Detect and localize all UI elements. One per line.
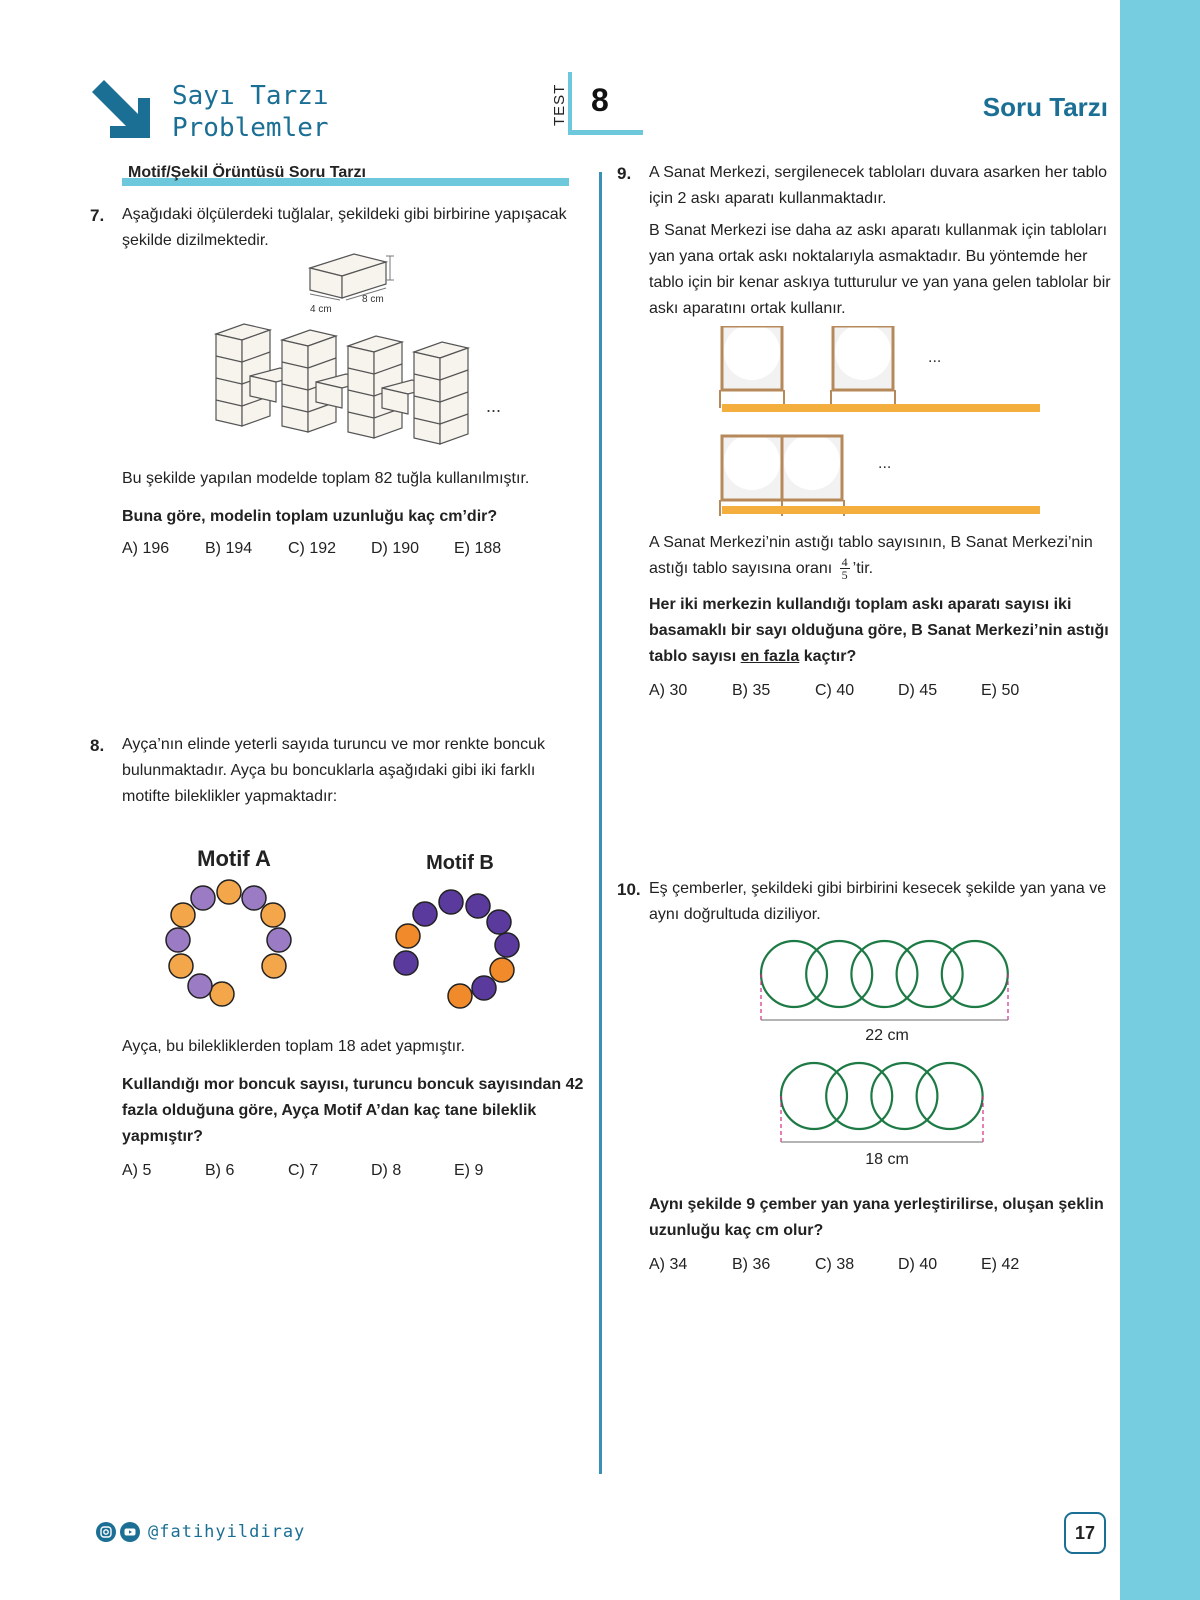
q8-bead <box>394 951 418 975</box>
q8-question: Kullandığı mor boncuk sayısı, turuncu boncuk sayısından 42 fazla olduğuna göre, Ayça Motif A’dan kaç tane bileklik yapmıştır? <box>122 1076 584 1145</box>
q8-bead <box>261 903 285 927</box>
q8-bead <box>495 933 519 957</box>
q8-motif-b-label: Motif B <box>426 852 494 874</box>
q9-para1: A Sanat Merkezi, sergilenecek tabloları duvara asarken her tablo için 2 askı aparatı kullanmaktadır. <box>649 164 1108 207</box>
q9-option-a[interactable]: A) 30 <box>649 682 688 699</box>
q9-options <box>649 682 1064 700</box>
test-hline <box>568 130 643 135</box>
q9-ellipsis-1: ... <box>928 349 942 366</box>
q8-bead <box>210 982 234 1006</box>
q8-bead <box>466 894 490 918</box>
q7-option-e[interactable]: E) 188 <box>454 540 502 557</box>
social-handle[interactable]: @fatihyildiray <box>148 1522 306 1542</box>
q9-ratio-fraction <box>840 556 850 581</box>
q7-ellipsis: ... <box>486 396 502 416</box>
q7-options <box>122 540 537 558</box>
q9-option-b[interactable]: B) 35 <box>732 682 771 699</box>
q7-option-c[interactable]: C) 192 <box>288 540 337 557</box>
q9-ratio-den: 5 <box>841 568 848 583</box>
q10-option-b[interactable]: B) 36 <box>732 1256 771 1273</box>
q9-rail-a <box>722 404 1040 412</box>
q8-bead <box>191 886 215 910</box>
q7-option-d[interactable]: D) 190 <box>371 540 420 557</box>
q8-option-d[interactable]: D) 8 <box>371 1162 402 1179</box>
footer-social <box>96 1522 305 1542</box>
test-label: TEST <box>551 83 568 126</box>
q8-bead <box>169 954 193 978</box>
header-title-line2: Problemler <box>172 113 329 143</box>
q8-bead <box>413 902 437 926</box>
q9-ellipsis-2: ... <box>878 455 892 472</box>
q10-circle <box>942 941 1008 1007</box>
q8-number: 8. <box>90 736 105 755</box>
q9-option-c[interactable]: C) 40 <box>815 682 855 699</box>
q8-bead <box>448 984 472 1008</box>
q9-ratio-num: 4 <box>841 555 848 570</box>
q7-info: Bu şekilde yapılan modelde toplam 82 tuğla kullanılmıştır. <box>122 470 530 487</box>
side-color-band <box>1120 0 1200 1600</box>
header-title-line1: Sayı Tarzı <box>172 81 329 111</box>
q10-text: Eş çemberler, şekildeki gibi birbirini kesecek şekilde yan yana ve aynı doğrultuda diziliyor. <box>649 880 1107 923</box>
q9-ratio-text-2: ’tir. <box>852 560 874 577</box>
q10-length-1: 22 cm <box>865 1027 909 1044</box>
q8-options <box>122 1162 537 1180</box>
test-number: 8 <box>591 82 609 118</box>
test-vline <box>568 72 572 134</box>
q10-option-c[interactable]: C) 38 <box>815 1256 855 1273</box>
q8-bead <box>267 928 291 952</box>
q10-option-e[interactable]: E) 42 <box>981 1256 1020 1273</box>
instagram-icon[interactable] <box>96 1522 116 1542</box>
q9-ratio-text-1: A Sanat Merkezi’nin astığı tablo sayısının, B Sanat Merkezi’nin astığı tablo sayısına oranı <box>649 534 1093 577</box>
q8-bead <box>472 976 496 1000</box>
q8-bead <box>242 886 266 910</box>
q8-option-b[interactable]: B) 6 <box>205 1162 235 1179</box>
q10-options <box>649 1256 1064 1274</box>
q7-question: Buna göre, modelin toplam uzunluğu kaç cm’dir? <box>122 508 498 525</box>
q9-option-d[interactable]: D) 45 <box>898 682 938 699</box>
q7-text: Aşağıdaki ölçülerdeki tuğlalar, şekildeki gibi birbirine yapışacak şekilde dizilmektedir. <box>122 206 567 249</box>
q9-ratio-text <box>649 530 1119 582</box>
q9-question-1: Her iki merkezin kullandığı toplam askı aparatı sayısı iki basamaklı bir sayı olduğuna göre, B Sanat Merkezi’nin astığı tablo sayısı <box>649 596 1109 665</box>
q9-question <box>649 592 1119 670</box>
q9-option-e[interactable]: E) 50 <box>981 682 1020 699</box>
q9-rail-b <box>722 506 1040 514</box>
q8-bead <box>490 958 514 982</box>
q7-option-a[interactable]: A) 196 <box>122 540 170 557</box>
arrow-logo-icon <box>92 80 152 140</box>
q10-option-a[interactable]: A) 34 <box>649 1256 688 1273</box>
q9-question-emphasis: en fazla <box>740 648 800 665</box>
q9-para2: B Sanat Merkezi ise daha az askı aparatı kullanmak için tabloları yan yana ortak askı noktalarıyla asmaktadır. Bu yöntemde her tablo için bir kenar askıya tutturulur ve yan yana gelen tablolar bir askı aparatını ortak kullanır. <box>649 222 1111 317</box>
q8-bead <box>262 954 286 978</box>
q9-number: 9. <box>617 164 632 183</box>
section-label: Motif/Şekil Örüntüsü Soru Tarzı <box>128 164 366 181</box>
q8-option-e[interactable]: E) 9 <box>454 1162 484 1179</box>
q10-number: 10. <box>617 880 641 899</box>
header-title <box>172 80 329 144</box>
q8-text: Ayça’nın elinde yeterli sayıda turuncu ve mor renkte boncuk bulunmaktadır. Ayça bu boncuklarla aşağıdaki gibi iki farklı motifte bileklikler yapmaktadır: <box>122 736 546 805</box>
q10-question: Aynı şekilde 9 çember yan yana yerleştirilirse, oluşan şeklin uzunluğu kaç cm olur? <box>649 1196 1104 1239</box>
q7-brick-figure <box>210 250 540 450</box>
q7-option-b[interactable]: B) 194 <box>205 540 253 557</box>
q7-dim-width: 4 cm <box>310 304 332 315</box>
q8-bead <box>166 928 190 952</box>
q10-length-2: 18 cm <box>865 1151 909 1168</box>
q8-bead <box>439 890 463 914</box>
q8-option-c[interactable]: C) 7 <box>288 1162 319 1179</box>
q8-bead <box>396 924 420 948</box>
q8-info: Ayça, bu bilekliklerden toplam 18 adet yapmıştır. <box>122 1038 465 1055</box>
q9-question-2: kaçtır? <box>803 648 857 665</box>
q8-bead-figure <box>150 838 550 1018</box>
q7-dim-length: 8 cm <box>362 294 384 305</box>
q7-number: 7. <box>90 206 105 225</box>
brand-title: Soru Tarzı <box>982 92 1108 122</box>
q8-bead <box>487 910 511 934</box>
column-divider <box>599 172 602 1474</box>
q10-option-d[interactable]: D) 40 <box>898 1256 938 1273</box>
q8-bead <box>171 903 195 927</box>
q8-bead <box>217 880 241 904</box>
q9-frames-figure <box>712 326 1052 522</box>
q8-motif-a-label: Motif A <box>197 846 271 871</box>
q8-bead <box>188 974 212 998</box>
q10-circle <box>917 1063 983 1129</box>
q10-circles-figure <box>750 936 1020 1176</box>
page-number: 17 <box>1064 1512 1106 1554</box>
youtube-icon[interactable] <box>120 1522 140 1542</box>
q8-option-a[interactable]: A) 5 <box>122 1162 152 1179</box>
